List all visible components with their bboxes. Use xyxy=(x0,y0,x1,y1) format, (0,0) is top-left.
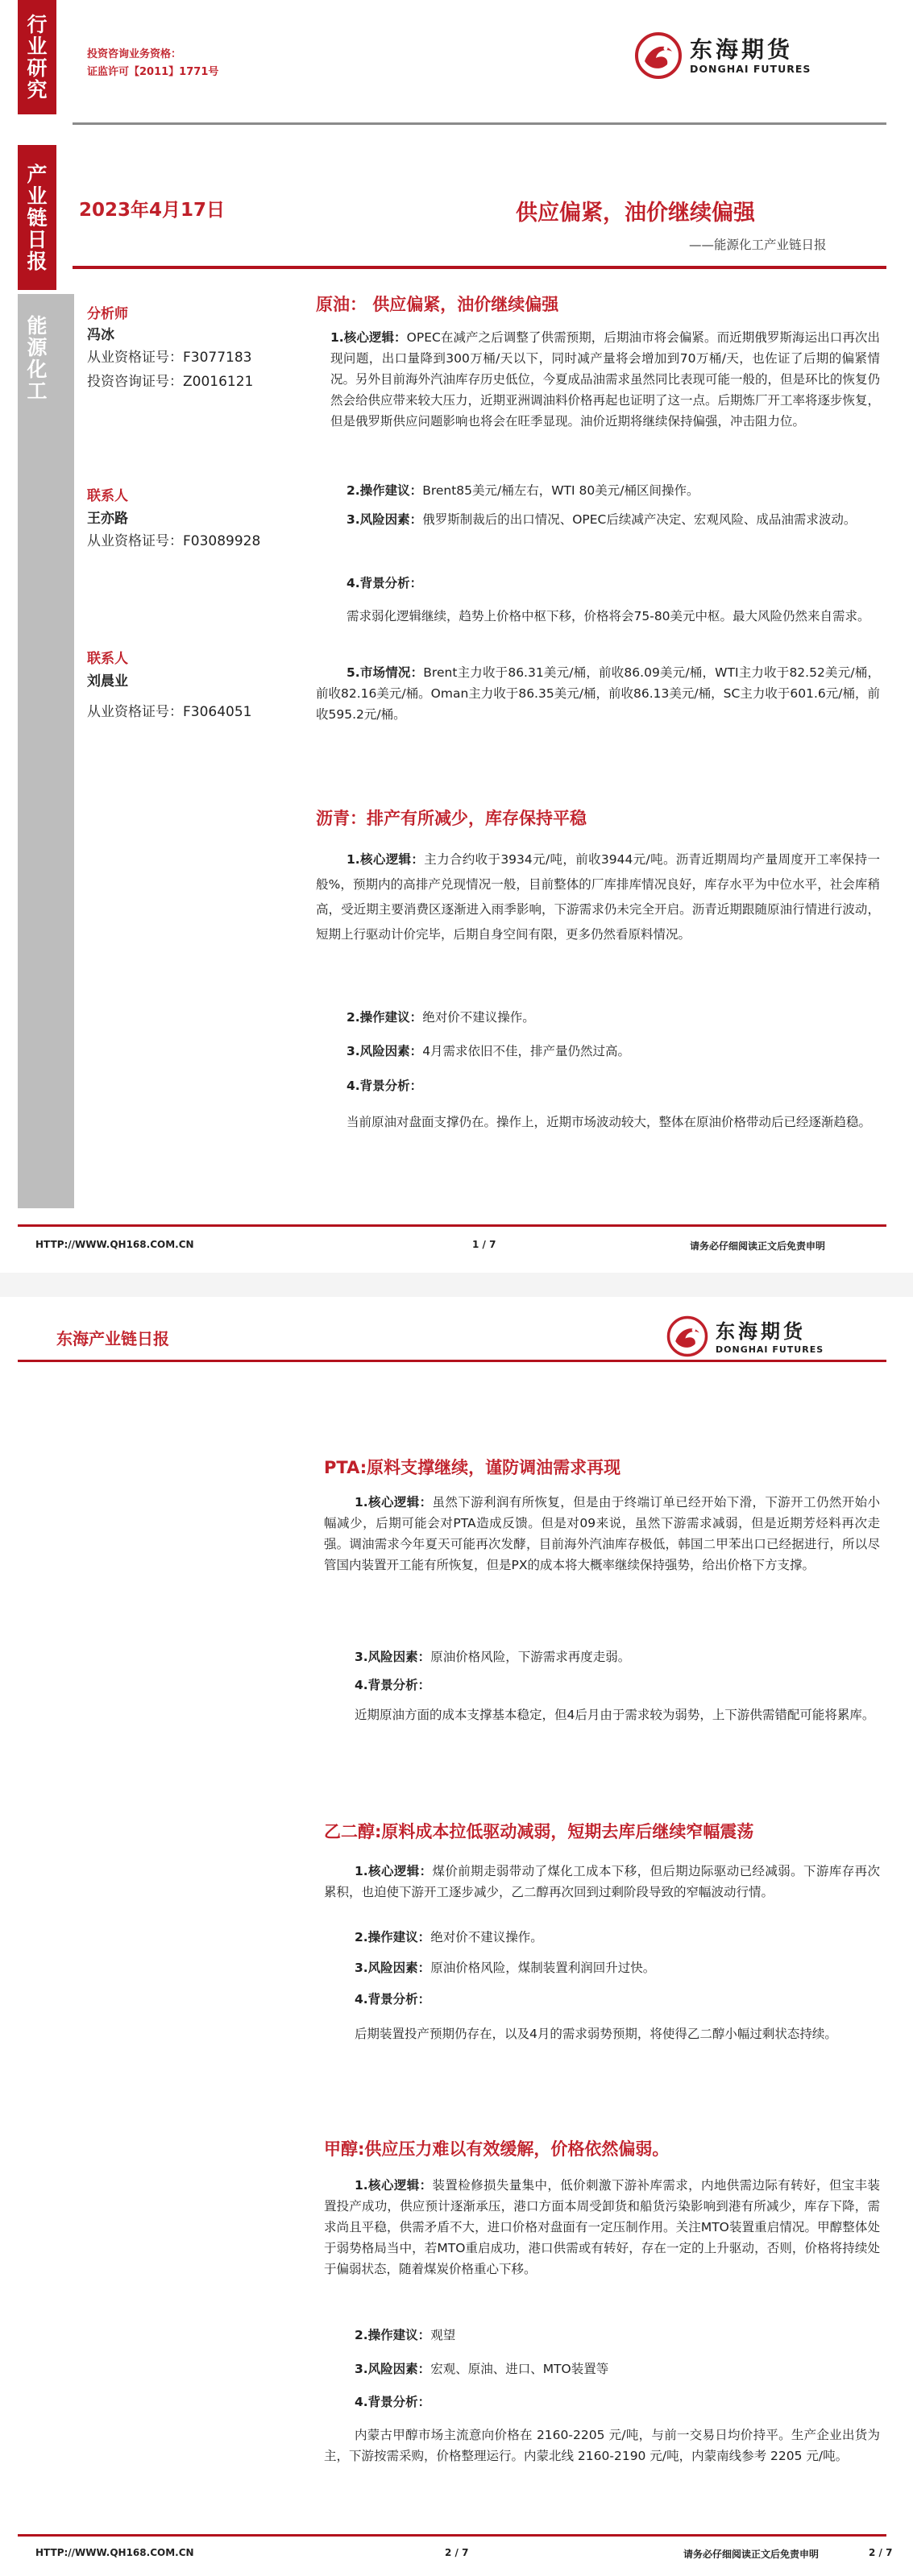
methanol-logic-paragraph xyxy=(324,2175,880,2280)
contact1-cert: 从业资格证号：F03089928 xyxy=(87,533,261,549)
meg-background-text: 后期装置投产预期仍存在，以及4月的需求弱势预期，将使得乙二醇小幅过剩状态持续。 xyxy=(355,2027,837,2041)
page2-footer-page-number: 2 / 7 xyxy=(445,2547,469,2558)
pta-logic-paragraph xyxy=(324,1492,880,1576)
footer-url: HTTP://WWW.QH168.COM.CN xyxy=(35,1239,194,1250)
meg-background-label: 4.背景分析： xyxy=(355,1992,431,2007)
crude-risk-label: 3.风险因素： xyxy=(347,512,423,527)
side-tab-char: 链 xyxy=(27,205,48,230)
report-date: 2023年4月17日 xyxy=(79,200,226,221)
title-divider xyxy=(73,266,886,269)
asphalt-risk-label: 3.风险因素： xyxy=(347,1044,423,1058)
methanol-advice-text: 观望 xyxy=(430,2328,456,2342)
asphalt-advice-label: 2.操作建议： xyxy=(347,1010,423,1025)
contact2-cert: 从业资格证号：F3064051 xyxy=(87,704,252,720)
header-divider xyxy=(73,122,886,125)
crude-logic-paragraph xyxy=(330,327,880,432)
crude-logic-text: OPEC在减产之后调整了供需预期，后期油市将会偏紧。而近期俄罗斯海运出口再次出现问题，出口量降到300万桶/天以下，同时减产量将会增加到70万桶/天，也佐证了后期的偏紧情况。另外目前海外汽油库存历史低位，今夏成品油需求虽然同比表现可能一般的，但是环比的恢复仍然会给供应带来较大压力，近期亚洲调油料价格再起也证明了这一点。后期炼厂开工率将逐步恢复，但是俄罗斯供应问题影响也将会在旺季显现。油价近期将继续保持偏强，冲击阻力位。 xyxy=(330,330,881,429)
side-tab-char: 源 xyxy=(27,336,48,359)
asphalt-advice-paragraph xyxy=(347,1007,880,1028)
crude-advice-text: Brent85美元/桶左右，WTI 80美元/桶区间操作。 xyxy=(422,483,699,498)
crude-market-paragraph xyxy=(316,662,880,725)
pta-risk-paragraph xyxy=(355,1646,880,1667)
contact1-name: 王亦路 xyxy=(87,511,128,527)
asphalt-risk-paragraph xyxy=(347,1041,880,1062)
asphalt-logic-paragraph xyxy=(316,847,880,947)
meg-logic-paragraph xyxy=(324,1861,880,1903)
side-tab-char: 究 xyxy=(27,78,48,101)
crude-risk-paragraph xyxy=(316,509,880,530)
asphalt-advice-text: 绝对价不建议操作。 xyxy=(422,1010,535,1025)
side-tab-char: 业 xyxy=(27,35,48,58)
side-tab-energy-chemicals xyxy=(18,298,56,419)
methanol-background-text: 内蒙古甲醇市场主流意向价格在 2160-2205 元/吨，与前一交易日均价持平。生产企业出货为主，下游按需采购，价格整理运行。内蒙北线 2160-2190 元/吨，内蒙南线参考 2205 元/吨。 xyxy=(324,2428,880,2463)
crude-advice-label: 2.操作建议： xyxy=(347,483,423,498)
page2-footer-disclaimer: 请务必仔细阅读正文后免责申明 xyxy=(683,2549,820,2560)
methanol-background-label: 4.背景分析： xyxy=(355,2395,431,2409)
methanol-risk-label: 3.风险因素： xyxy=(355,2362,431,2376)
meg-advice-label: 2.操作建议： xyxy=(355,1930,431,1944)
meg-logic-label: 1.核心逻辑： xyxy=(355,1864,433,1878)
analyst-cert-consult: 投资咨询证号：Z0016121 xyxy=(87,374,254,390)
pta-logic-text: 虽然下游利润有所恢复，但是由于终端订单已经开始下滑，下游开工仍然开始小幅减少，后期可能会对PTA造成反馈。但是对09来说，虽然下游需求减弱，但是近期芳烃料再次走强。调油需求今年夏天可能再次发酵，目前海外汽油库存极低，韩国二甲苯出口已经据进行，所以尽管国内装置开工能有所恢复，但是PX的成本将大概率继续保持强势，给出价格下方支撑。 xyxy=(324,1495,880,1572)
methanol-advice-paragraph xyxy=(355,2325,880,2346)
qualification-line1: 投资咨询业务资格： xyxy=(87,48,182,60)
side-tab-daily-report xyxy=(18,145,56,290)
contact2-name: 刘晨业 xyxy=(87,673,128,690)
side-tab-char: 能 xyxy=(27,314,48,338)
side-tab-char: 业 xyxy=(27,184,48,208)
methanol-section-title: 甲醇:供应压力难以有效缓解，价格依然偏弱。 xyxy=(324,2139,670,2159)
pta-background-text: 近期原油方面的成本支撑基本稳定，但4后月由于需求较为弱势，上下游供需错配可能将累库。 xyxy=(355,1708,875,1722)
footer-disclaimer: 请务必仔细阅读正文后免责申明 xyxy=(690,1240,826,1252)
asphalt-section-title: 沥青：排产有所减少，库存保持平稳 xyxy=(316,809,587,828)
meg-risk-text: 原油价格风险，煤制装置利润回升过快。 xyxy=(430,1961,656,1975)
asphalt-background-label: 4.背景分析： xyxy=(347,1079,423,1093)
meg-advice-paragraph xyxy=(355,1927,880,1948)
dragon-logo-icon xyxy=(633,31,683,81)
crude-background-text: 需求弱化逻辑继续，趋势上价格中枢下移，价格将会75-80美元中枢。最大风险仍然来自需求。 xyxy=(347,609,870,623)
page2-footer-page-right: 2 / 7 xyxy=(869,2547,893,2558)
page2-footer-url: HTTP://WWW.QH168.COM.CN xyxy=(35,2547,194,2558)
logo-english-name: DONGHAI FUTURES xyxy=(716,1344,824,1355)
asphalt-logic-text: 主力合约收于3934元/吨，前收3944元/吨。沥青近期周均产量周度开工率保持一般%，预期内的高排产兑现情况一般，目前整体的厂库排库情况良好，库存水平为中位水平，社会库稍高，受近期主要消费区逐渐进入雨季影响，下游需求仍未完全开启。沥青近期跟随原油行情进行波动，短期上行驱动计价完毕，后期自身空间有限，更多仍然看原料情况。 xyxy=(316,852,880,942)
dragon-logo-icon xyxy=(666,1315,709,1358)
report-subtitle: ——能源化工产业链日报 xyxy=(689,238,827,252)
qualification-line2: 证监许可【2011】1771号 xyxy=(87,66,219,78)
side-tab-char: 研 xyxy=(27,56,48,80)
meg-logic-text: 煤价前期走弱带动了煤化工成本下移，但后期边际驱动已经减弱。下游库存再次累积，也迫使下游开工逐步减少，乙二醇再次回到过剩阶段导致的窄幅波动行情。 xyxy=(324,1864,880,1899)
pta-background-label: 4.背景分析： xyxy=(355,1678,431,1692)
company-logo xyxy=(633,31,811,81)
left-sidebar-panel xyxy=(18,294,74,1208)
company-logo-page2 xyxy=(666,1315,824,1358)
meg-risk-paragraph xyxy=(355,1957,880,1978)
meg-risk-label: 3.风险因素： xyxy=(355,1961,431,1975)
side-tab-char: 产 xyxy=(27,162,48,186)
analyst-cert-practice: 从业资格证号：F3077183 xyxy=(87,350,252,366)
pta-risk-text: 原油价格风险，下游需求再度走弱。 xyxy=(430,1650,631,1664)
pta-risk-label: 3.风险因素： xyxy=(355,1650,431,1664)
crude-logic-label: 1.核心逻辑： xyxy=(330,330,407,345)
side-tab-char: 工 xyxy=(27,379,48,403)
pta-section-title: PTA:原料支撑继续，谨防调油需求再现 xyxy=(324,1458,621,1477)
side-tab-char: 化 xyxy=(27,358,48,381)
analyst-name: 冯冰 xyxy=(87,327,114,343)
logo-english-name: DONGHAI FUTURES xyxy=(690,62,811,75)
footer-divider xyxy=(18,1224,886,1227)
side-tab-char: 报 xyxy=(27,249,48,273)
page2-header-title: 东海产业链日报 xyxy=(56,1329,169,1348)
methanol-logic-label: 1.核心逻辑： xyxy=(355,2178,433,2193)
asphalt-risk-text: 4月需求依旧不佳，排产量仍然过高。 xyxy=(422,1044,631,1058)
analyst-heading: 分析师 xyxy=(87,306,128,322)
footer-page-number: 1 / 7 xyxy=(472,1239,496,1250)
side-tab-char: 行 xyxy=(27,13,48,36)
side-tab-char: 日 xyxy=(27,227,48,251)
page2-footer-divider xyxy=(18,2534,886,2537)
methanol-risk-paragraph xyxy=(355,2359,880,2379)
report-title: 供应偏紧，油价继续偏强 xyxy=(516,201,755,226)
asphalt-logic-label: 1.核心逻辑： xyxy=(347,852,425,867)
methanol-advice-label: 2.操作建议： xyxy=(355,2328,431,2342)
pta-logic-label: 1.核心逻辑： xyxy=(355,1495,433,1510)
crude-risk-text: 俄罗斯制裁后的出口情况、OPEC后续减产决定、宏观风险、成品油需求波动。 xyxy=(422,512,857,527)
page-gap xyxy=(0,1273,913,1297)
contact1-heading: 联系人 xyxy=(87,488,128,504)
page2-header-divider xyxy=(18,1360,886,1362)
crude-market-text: Brent主力收于86.31美元/桶，前收86.09美元/桶，WTI主力收于82.52美元/桶，前收82.16美元/桶。Oman主力收于86.35美元/桶，前收86.13美元/桶，SC主力收于601.6元/桶，前收595.2元/桶。 xyxy=(316,665,880,722)
methanol-risk-text: 宏观、原油、进口、MTO装置等 xyxy=(430,2362,609,2376)
crude-section-title: 原油： 供应偏紧，油价继续偏强 xyxy=(316,295,559,314)
meg-section-title: 乙二醇:原料成本拉低驱动减弱，短期去库后继续窄幅震荡 xyxy=(324,1822,754,1841)
crude-advice-paragraph xyxy=(347,480,880,501)
methanol-logic-text: 装置检修损失量集中，低价刺激下游补库需求，内地供需边际有转好，但宝丰装置投产成功，供应预计逐渐承压，港口方面本周受卸货和船货污染影响到港有所减少，库存下降，需求尚且平稳，供需矛盾不大，进口价格对盘面有一定压制作用。关注MTO装置重启情况。甲醇整体处于弱势格局当中，若MTO重启成功，港口供需或有转好，存在一定的上升驱动，否则，价格将持续处于偏弱状态，随着煤炭价格重心下移。 xyxy=(324,2178,880,2276)
logo-chinese-name: 东海期货 xyxy=(690,35,794,63)
meg-advice-text: 绝对价不建议操作。 xyxy=(430,1930,543,1944)
contact2-heading: 联系人 xyxy=(87,651,128,667)
crude-background-label: 4.背景分析： xyxy=(347,576,423,590)
crude-market-label: 5.市场情况： xyxy=(347,665,424,680)
logo-chinese-name: 东海期货 xyxy=(716,1319,806,1343)
side-tab-industry-research xyxy=(18,0,56,114)
asphalt-background-text: 当前原油对盘面支撑仍在。操作上，近期市场波动较大，整体在原油价格带动后已经逐渐趋稳。 xyxy=(347,1115,872,1129)
